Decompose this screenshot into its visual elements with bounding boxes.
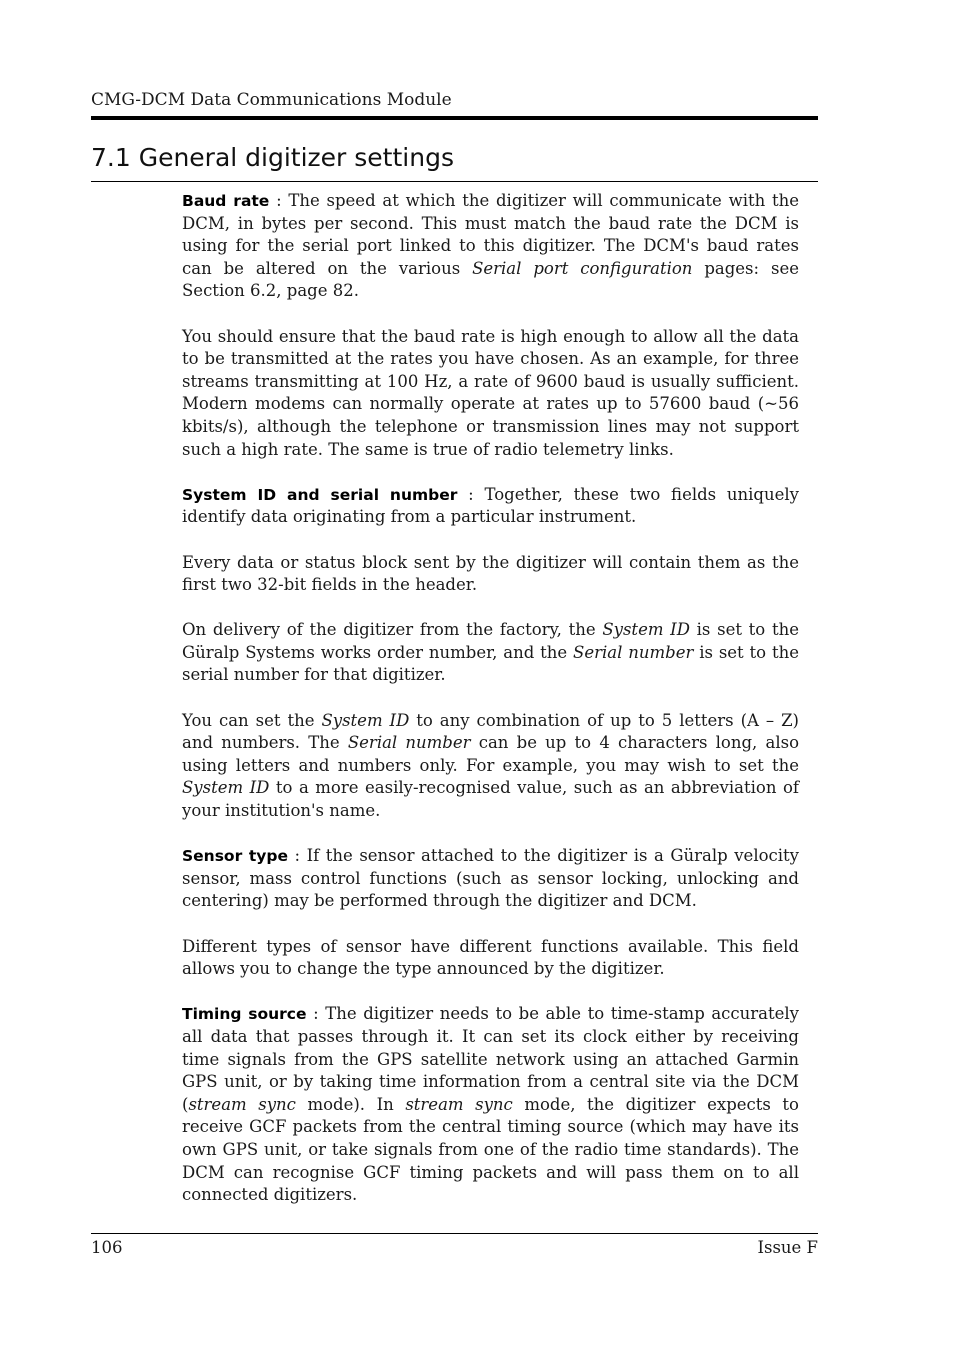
text-span: : If the sensor attached to the digitizer is a Güralp velocity sensor, mass control functions (such as sensor locking, unlocking and centering) may be performed through the digitizer and DCM.	[182, 846, 799, 911]
reference-serial-port-configuration: Serial port configuration	[472, 258, 693, 278]
paragraph-baud-note: You should ensure that the baud rate is high enough to allow all the data to be transmitted at the rates you have chosen. As an example, for three streams transmitting at 100 Hz, a rate of 9600 baud is usually sufficient. Modern modems can normally operate at rates up to 57600 baud (~56 kbits/s), although the telephone or transmission lines may not support such a high rate. The same is true of radio telemetry links.	[182, 326, 799, 459]
term-baud-rate: Baud rate	[182, 192, 270, 210]
paragraph-sensor-note: Different types of sensor have different functions available. This field allows you to change the type announced by the digitizer.	[182, 936, 799, 979]
text-span: can be up to 4 characters long, also using letters and numbers only. For example, you may wish to set the	[182, 733, 800, 775]
header-rule	[91, 116, 818, 120]
reference-system-id: System ID	[321, 710, 410, 730]
paragraph-timing-source	[182, 1003, 799, 1206]
text-span: pages: see Section 6.2, page 82.	[182, 258, 799, 301]
paragraph-setting	[182, 710, 799, 823]
text-span: : The speed at which the digitizer will communicate with the DCM, in bytes per second. This must match the baud rate the DCM is using for the serial port linked to this digitizer. The DCM's baud rates can be altered on the various	[182, 191, 799, 278]
paragraph-every-block: Every data or status block sent by the digitizer will contain them as the first two 32-bit fields in the header.	[182, 552, 799, 595]
footer-rule	[91, 1233, 818, 1234]
term-system-id: System ID and serial number	[182, 485, 458, 504]
reference-serial-number: Serial number	[573, 642, 694, 662]
text-span: On delivery of the digitizer from the factory, the	[182, 620, 603, 640]
text-span: mode). In	[295, 1094, 406, 1114]
reference-serial-number: Serial number	[347, 733, 471, 753]
text-span: is set to the Güralp Systems works order number, and the	[182, 620, 799, 662]
running-header: CMG-DCM Data Communications Module	[91, 90, 452, 110]
text-span: is set to the serial number for that digitizer.	[182, 642, 799, 685]
text-span: to a more easily-recognised value, such as an abbreviation of your institution's name.	[182, 778, 799, 821]
term-timing-source: Timing source	[182, 1005, 307, 1024]
reference-stream-sync: stream sync	[405, 1094, 513, 1114]
section-title: 7.1 General digitizer settings	[91, 143, 454, 172]
reference-system-id: System ID	[182, 778, 270, 798]
issue-label: Issue F	[757, 1238, 818, 1257]
term-sensor-type: Sensor type	[182, 847, 289, 866]
body-text	[182, 190, 799, 1229]
reference-system-id: System ID	[602, 620, 690, 640]
title-rule	[91, 181, 818, 182]
text-span: : Together, these two fields uniquely identify data originating from a particular instrument.	[182, 484, 799, 527]
text-span: mode, the digitizer expects to receive GCF packets from the central timing source (which may have its own GPS unit, or take signals from one of the radio time standards). The DCM can recognise GCF timing packets and will pass them on to all connected digitizers.	[182, 1094, 799, 1205]
reference-stream-sync: stream sync	[188, 1094, 296, 1114]
paragraph-baud-rate	[182, 190, 799, 303]
paragraph-sensor-type	[182, 845, 799, 913]
paragraph-delivery	[182, 619, 799, 687]
paragraph-system-id	[182, 484, 799, 529]
page-number: 106	[91, 1238, 123, 1257]
text-span: You can set the	[182, 710, 322, 730]
text-span: to any combination of up to 5 letters (A – Z) and numbers. The	[182, 710, 799, 753]
text-span: : The digitizer needs to be able to time-stamp accurately all data that passes through it. It can set its clock either by receiving time signals from the GPS satellite network using an attached Garmin GPS unit, or by taking time information from a central site via the DCM (	[182, 1004, 799, 1114]
